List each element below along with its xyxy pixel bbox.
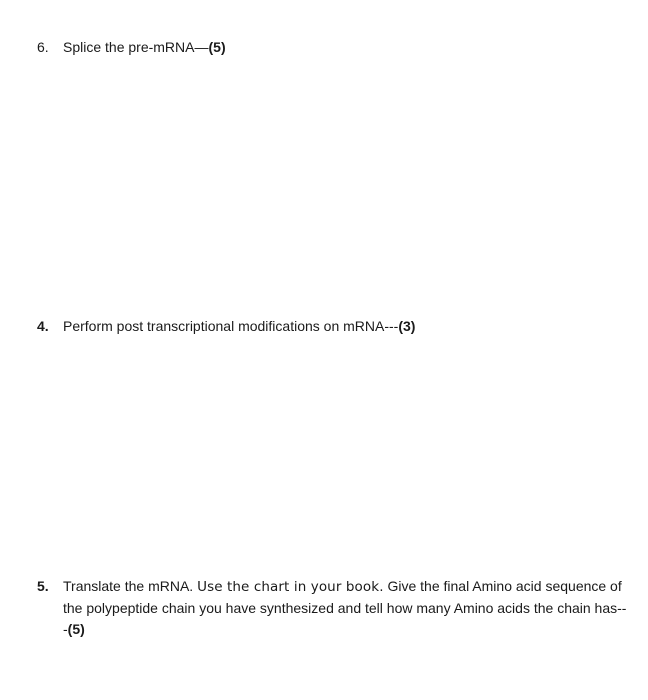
question-6 <box>37 37 627 58</box>
question-5-text-casual: Use the chart in your book. <box>197 579 384 595</box>
question-5 <box>37 576 627 640</box>
question-4-text: Perform post transcriptional modifications on mRNA--- <box>63 318 399 334</box>
question-4-points: (3) <box>398 318 416 334</box>
question-6-text: Splice the pre-mRNA— <box>63 39 209 55</box>
question-5-number: 5. <box>37 578 49 594</box>
question-6-number: 6. <box>37 39 49 55</box>
question-4 <box>37 316 627 337</box>
question-5-points: (5) <box>67 621 85 637</box>
question-6-points: (5) <box>208 39 226 55</box>
question-5-text-lead: Translate the mRNA. <box>63 578 198 594</box>
question-5-text-rest: Give the final Amino acid sequence of the polypeptide chain you have synthesized and tell how many Amino acids the chain has--- <box>63 578 627 637</box>
question-4-number: 4. <box>37 318 49 334</box>
